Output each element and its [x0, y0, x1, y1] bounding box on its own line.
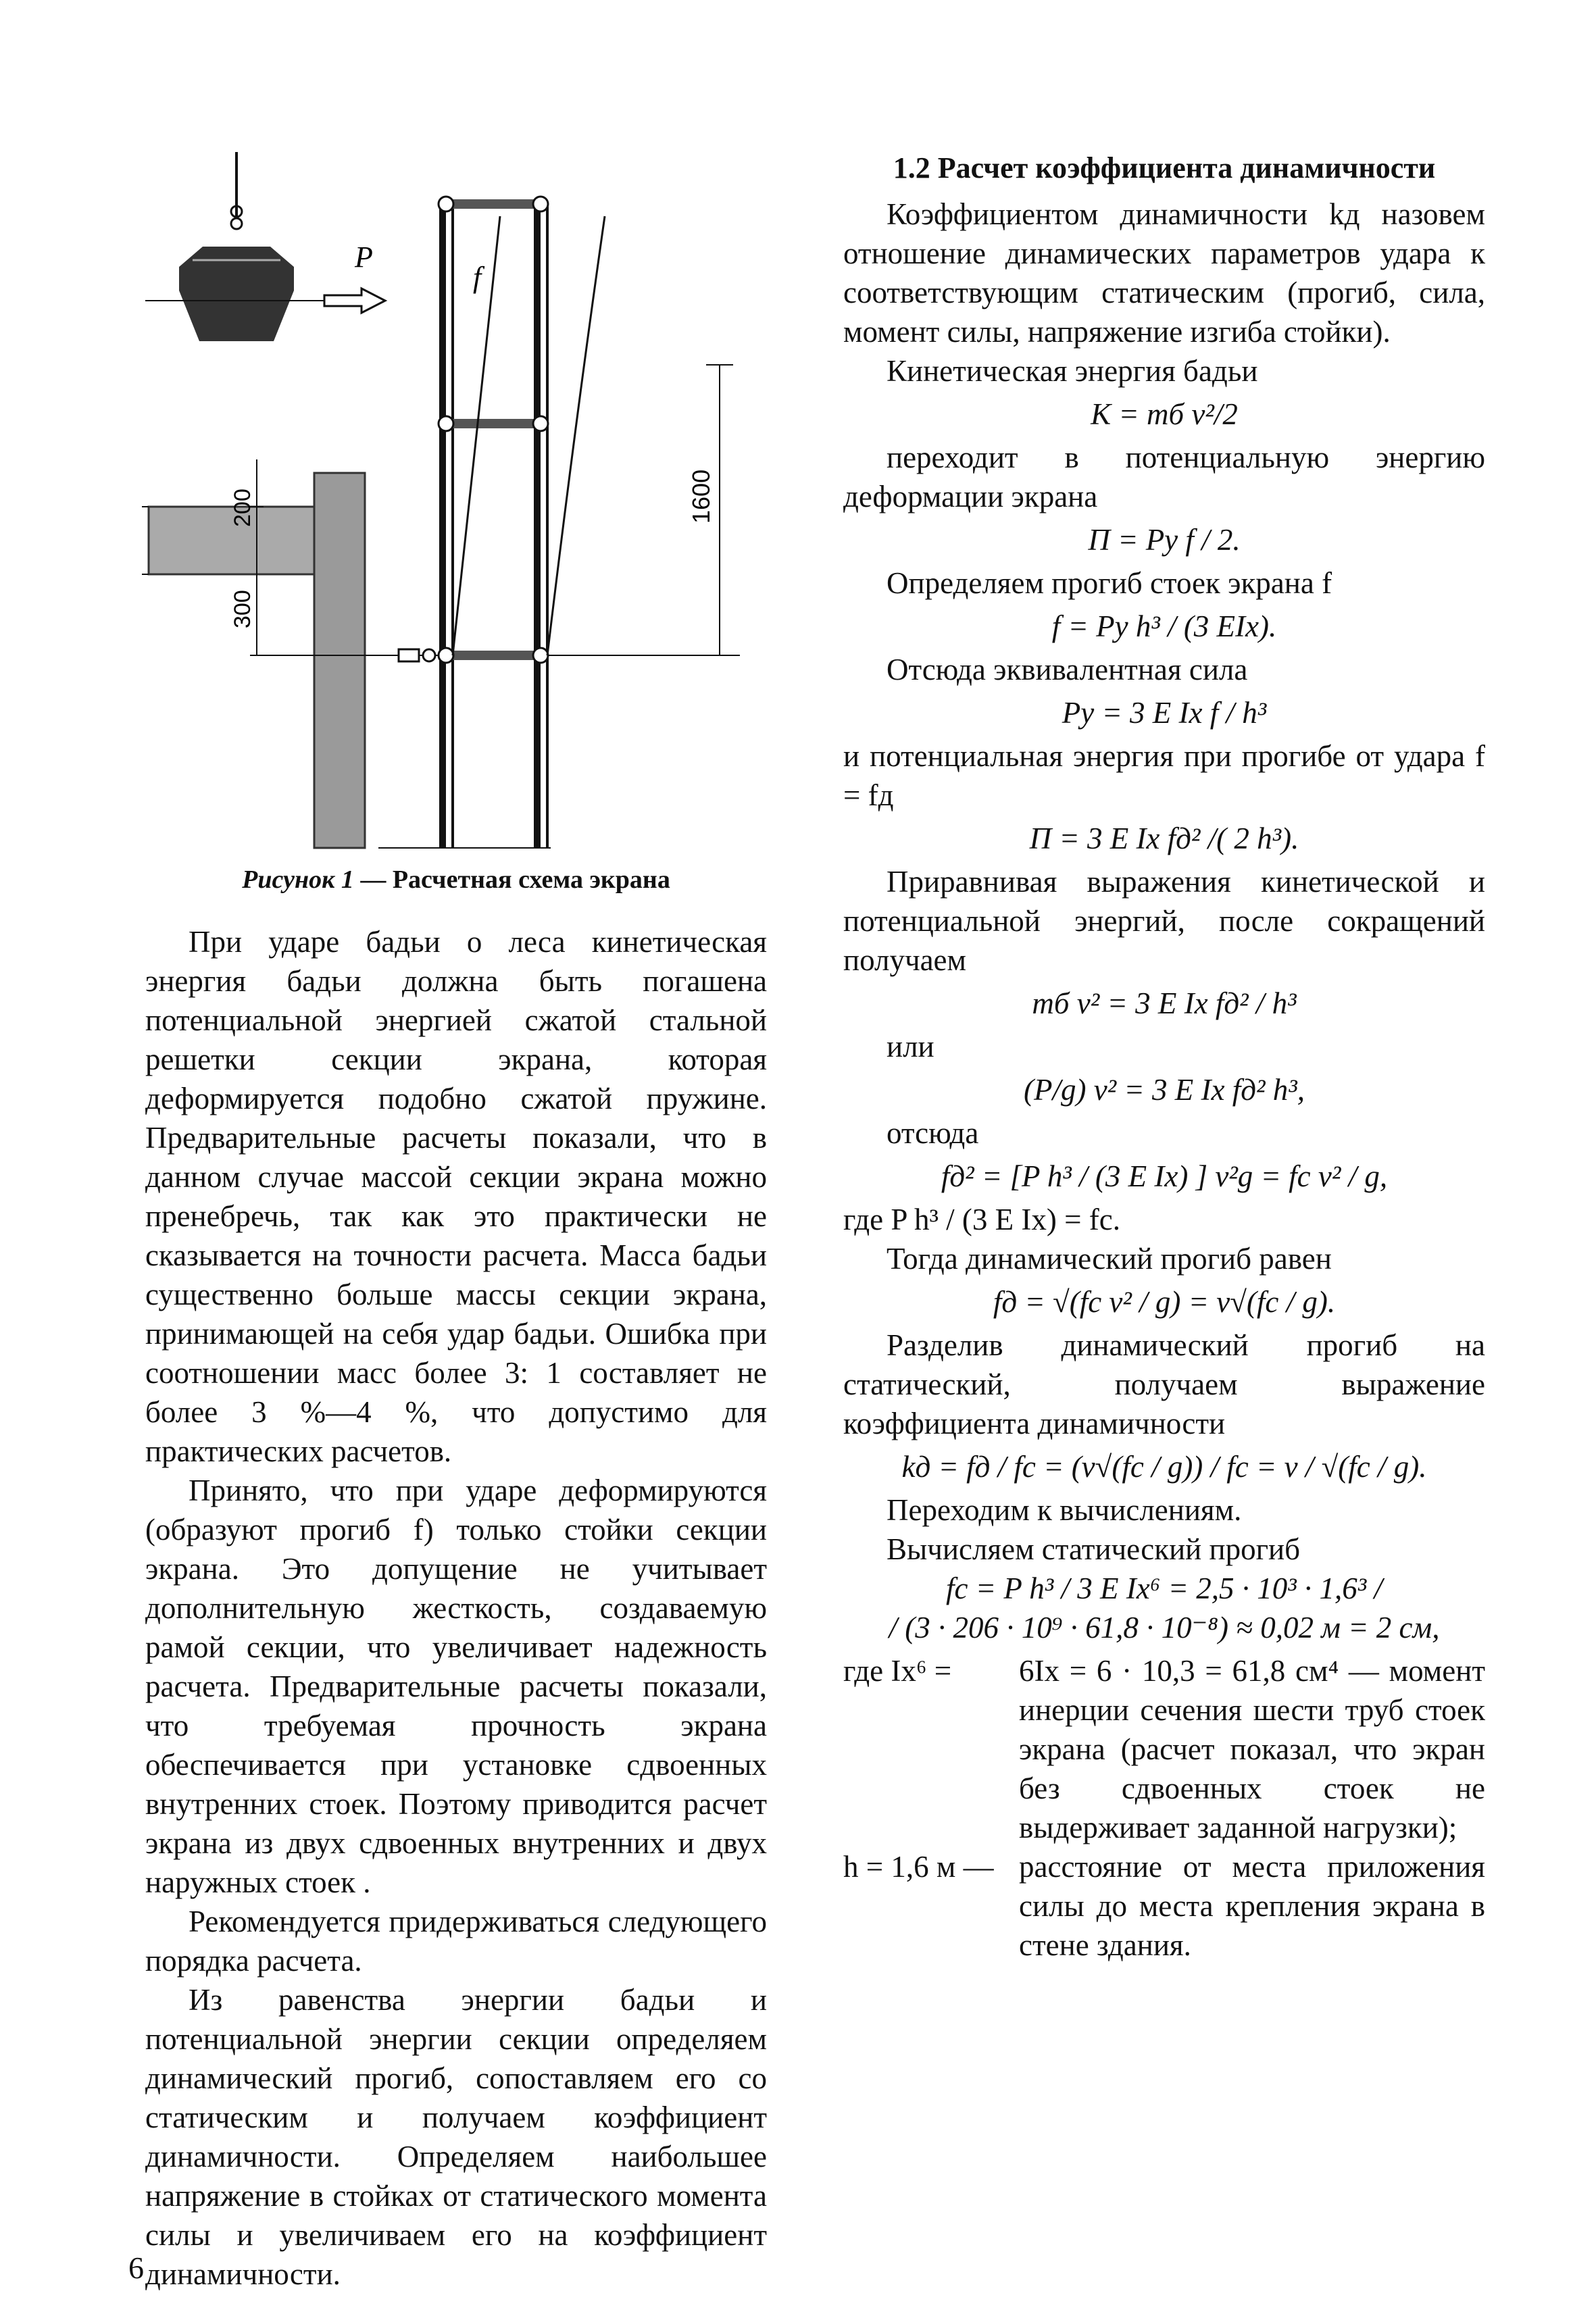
formula: K = mб v²/2 [1091, 397, 1238, 431]
paragraph: Разделив динамический прогиб на статический, получаем выражение коэффициента динамичности [843, 1328, 1485, 1440]
definitions-table [843, 1651, 1485, 1965]
paragraph: переходит в потенциальную энергию деформации экрана [843, 441, 1485, 513]
formula: П = 3 E Ix fд² /( 2 h³). [1029, 822, 1299, 855]
formula: fд = √(fс v² / g) = v√(fс / g). [993, 1285, 1336, 1319]
formula: f = Pу h³ / (3 EIx). [1051, 609, 1277, 643]
definition-term: h = 1,6 м — [843, 1850, 994, 1884]
definition-term: где Ix⁶ = [843, 1654, 952, 1688]
right-column [843, 149, 1485, 1965]
paragraph: Вычисляем статический прогиб [887, 1532, 1301, 1566]
dim-200: 200 [230, 488, 255, 527]
caption-text: — Расчетная схема экрана [353, 865, 670, 894]
left-column [145, 922, 767, 2294]
screen-scheme-drawing [132, 145, 770, 858]
paragraph: Принято, что при ударе деформируются (образуют прогиб f) только стойки секции экрана. Это допущение не учитывает дополнительную жесткость, создаваемую рамой секции, что увеличивает надежность расчета. Предварительные расчеты показали, что требуемая прочность экрана обеспечивается при установке сдвоенных внутренних стоек. Поэтому приводится расчет экрана из двух сдвоенных внутренних и двух наружных стоек . [145, 1474, 767, 1899]
formula: / (3 · 206 · 10⁹ · 61,8 · 10⁻⁸) ≈ 0,02 м = 2 см, [889, 1611, 1440, 1644]
paragraph: где P h³ / (3 E Ix) = fс. [843, 1203, 1120, 1236]
paragraph: Кинетическая энергия бадьи [887, 354, 1258, 388]
caption-prefix: Рисунок 1 [242, 865, 354, 894]
label-f: f [473, 261, 482, 294]
paragraph: Приравнивая выражения кинетической и потенциальной энергий, после сокращений получаем [843, 865, 1485, 977]
scheme-figure [132, 145, 770, 858]
paragraph: При ударе бадьи о леса кинетическая энергия бадьи должна быть погашена потенциальной энергией сжатой стальной решетки секции экрана, которая деформируется подобно сжатой пружине. Предварительные расчеты показали, что в данном случае массой секции экрана можно пренебречь, так как это практически не сказывается на точности расчета. Масса бадьи существенно больше массы секции экрана, принимающей на себя удар бадьи. Ошибка при соотношении масс более 3: 1 составляет не более 3 %—4 %, что допустимо для практических расчетов. [145, 925, 767, 1468]
definition-text: расстояние от места приложения силы до места крепления экрана в стене здания. [1019, 1850, 1485, 1962]
paragraph: Коэффициентом динамичности kд назовем отношение динамических параметров удара к соответствующим статическим (прогиб, сила, момент силы, напряжение изгиба стойки). [843, 197, 1485, 349]
force-arrow-icon [324, 288, 385, 313]
formula: kд = fд / fс = (v√(fс / g)) / fс = v / √(fс / g). [901, 1450, 1427, 1484]
formula: fс = P h³ / 3 E Ix⁶ = 2,5 · 10³ · 1,6³ / [946, 1571, 1382, 1605]
formula: Pу = 3 E Ix f / h³ [1062, 696, 1267, 730]
definition-row [843, 1651, 1485, 1847]
formula: fд² = [P h³ / (3 E Ix) ] v²g = fс v² / g, [941, 1159, 1388, 1193]
paragraph: отсюда [887, 1116, 979, 1150]
formula: mб v² = 3 E Ix fд² / h³ [1032, 986, 1297, 1020]
formula: (P/g) v² = 3 E Ix fд² h³, [1024, 1073, 1305, 1107]
paragraph: Определяем прогиб стоек экрана f [887, 566, 1332, 600]
formula: П = Pу f / 2. [1088, 523, 1241, 557]
dim-300: 300 [230, 590, 255, 628]
paragraph: Тогда динамический прогиб равен [887, 1242, 1332, 1276]
page-number: 6 [128, 2250, 144, 2285]
paragraph: и потенциальная энергия при прогибе от удара f = fд [843, 739, 1485, 812]
paragraph: Переходим к вычислениям. [887, 1493, 1242, 1527]
figure-caption [145, 865, 767, 895]
definition-row [843, 1847, 1485, 1965]
label-P: P [355, 241, 373, 274]
dim-1600: 1600 [687, 469, 715, 524]
paragraph: или [887, 1030, 934, 1063]
paragraph: Отсюда эквивалентная сила [887, 653, 1248, 686]
paragraph: Рекомендуется придерживаться следующего порядка расчета. [145, 1905, 767, 1978]
paragraph: Из равенства энергии бадьи и потенциальной энергии секции определяем динамический прогиб, сопоставляем его со статическим и получаем коэффициент динамичности. Определяем наибольшее напряжение в стойках от статического момента силы и увеличиваем его на коэффициент динамичности. [145, 1983, 767, 2291]
definition-text: 6Ix = 6 · 10,3 = 61,8 см⁴ — момент инерции сечения шести труб стоек экрана (расчет показал, что экран без сдвоенных стоек не выдерживает заданной нагрузки); [1019, 1654, 1485, 1844]
section-heading: 1.2 Расчет коэффициента динамичности [893, 151, 1436, 184]
